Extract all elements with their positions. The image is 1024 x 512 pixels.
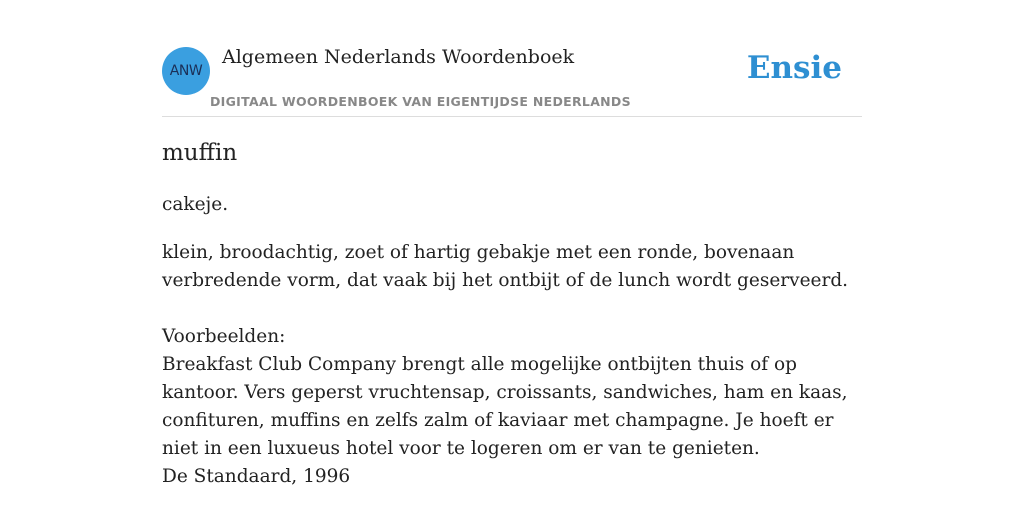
entry-headword: muffin xyxy=(162,140,238,166)
examples-label: Voorbeelden: xyxy=(162,326,286,347)
entry-definition: klein, broodachtig, zoet of hartig gebakje met een ronde, bovenaan verbredende vorm, dat vaak bij het ontbijt of de lunch wordt geserveerd. xyxy=(162,242,849,291)
site-header xyxy=(162,40,862,117)
example-text: Breakfast Club Company brengt alle mogelijke ontbijten thuis of op kantoor. Vers geperst vruchtensap, croissants, sandwiches, ham en kaas, confituren, muffins en zelfs zalm of kaviaar met champagne. Je hoeft er niet in een luxueus hotel voor te logeren om er van te genieten. xyxy=(162,354,848,459)
site-subtitle: DIGITAAL WOORDENBOEK VAN EIGENTIJDSE NEDERLANDS xyxy=(210,94,631,109)
site-title[interactable]: Algemeen Nederlands Woordenboek xyxy=(222,46,575,68)
ensie-brand-link[interactable]: Ensie xyxy=(746,50,842,86)
anw-logo-text: ANW xyxy=(169,63,203,79)
entry-short-definition: cakeje. xyxy=(162,194,229,215)
example-source: De Standaard, 1996 xyxy=(162,466,351,487)
anw-logo[interactable] xyxy=(162,47,210,95)
